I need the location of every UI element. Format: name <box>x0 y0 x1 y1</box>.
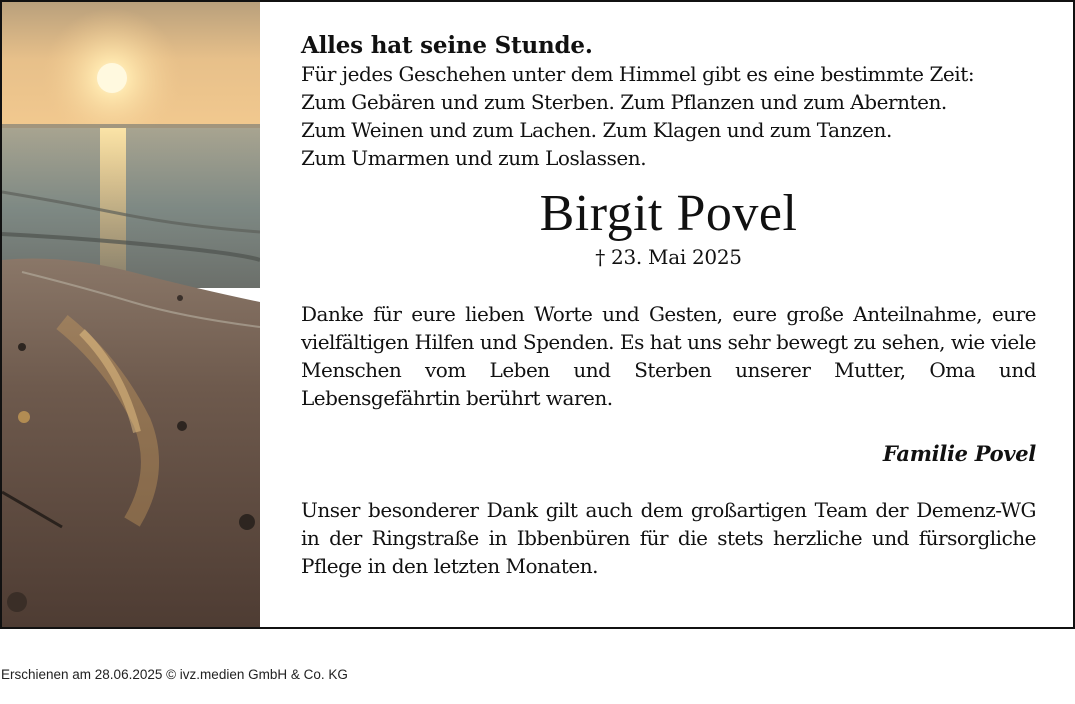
family-signature: Familie Povel <box>882 441 1036 466</box>
thanks-paragraph: Danke für eure lieben Worte und Gesten, eure große Anteilnahme, eure vielfältigen Hilfen und Spenden. Es hat uns sehr bewegt zu sehen, wie viele Menschen vom Leben und Sterben unserer Mutter, Oma und Lebensgefährtin berührt waren. <box>301 302 1036 410</box>
death-date: † 23. Mai 2025 <box>595 245 742 269</box>
deceased-name: Birgit Povel <box>539 185 798 242</box>
quote-line: Zum Gebären und zum Sterben. Zum Pflanzen und zum Abernten. <box>301 90 947 114</box>
sunset-beach-image <box>2 2 260 627</box>
notice-content <box>301 32 1036 580</box>
sunset-beach-photo <box>2 2 260 627</box>
quote-line: Zum Weinen und zum Lachen. Zum Klagen und zum Tanzen. <box>301 118 892 142</box>
quote-title: Alles hat seine Stunde. <box>301 32 593 59</box>
deceased-block <box>301 184 1036 270</box>
quote-line: Für jedes Geschehen unter dem Himmel gibt es eine bestimmte Zeit: <box>301 62 975 86</box>
special-thanks-paragraph: Unser besonderer Dank gilt auch dem großartigen Team der Demenz-WG in der Ringstraße in Ibbenbüren für die stets herzliche und fürsorgliche Pflege in den letzten Monaten. <box>301 498 1036 578</box>
quote-line: Zum Umarmen und zum Loslassen. <box>301 146 647 170</box>
publication-footer: Erschienen am 28.06.2025 © ivz.medien GmbH & Co. KG <box>1 667 348 682</box>
